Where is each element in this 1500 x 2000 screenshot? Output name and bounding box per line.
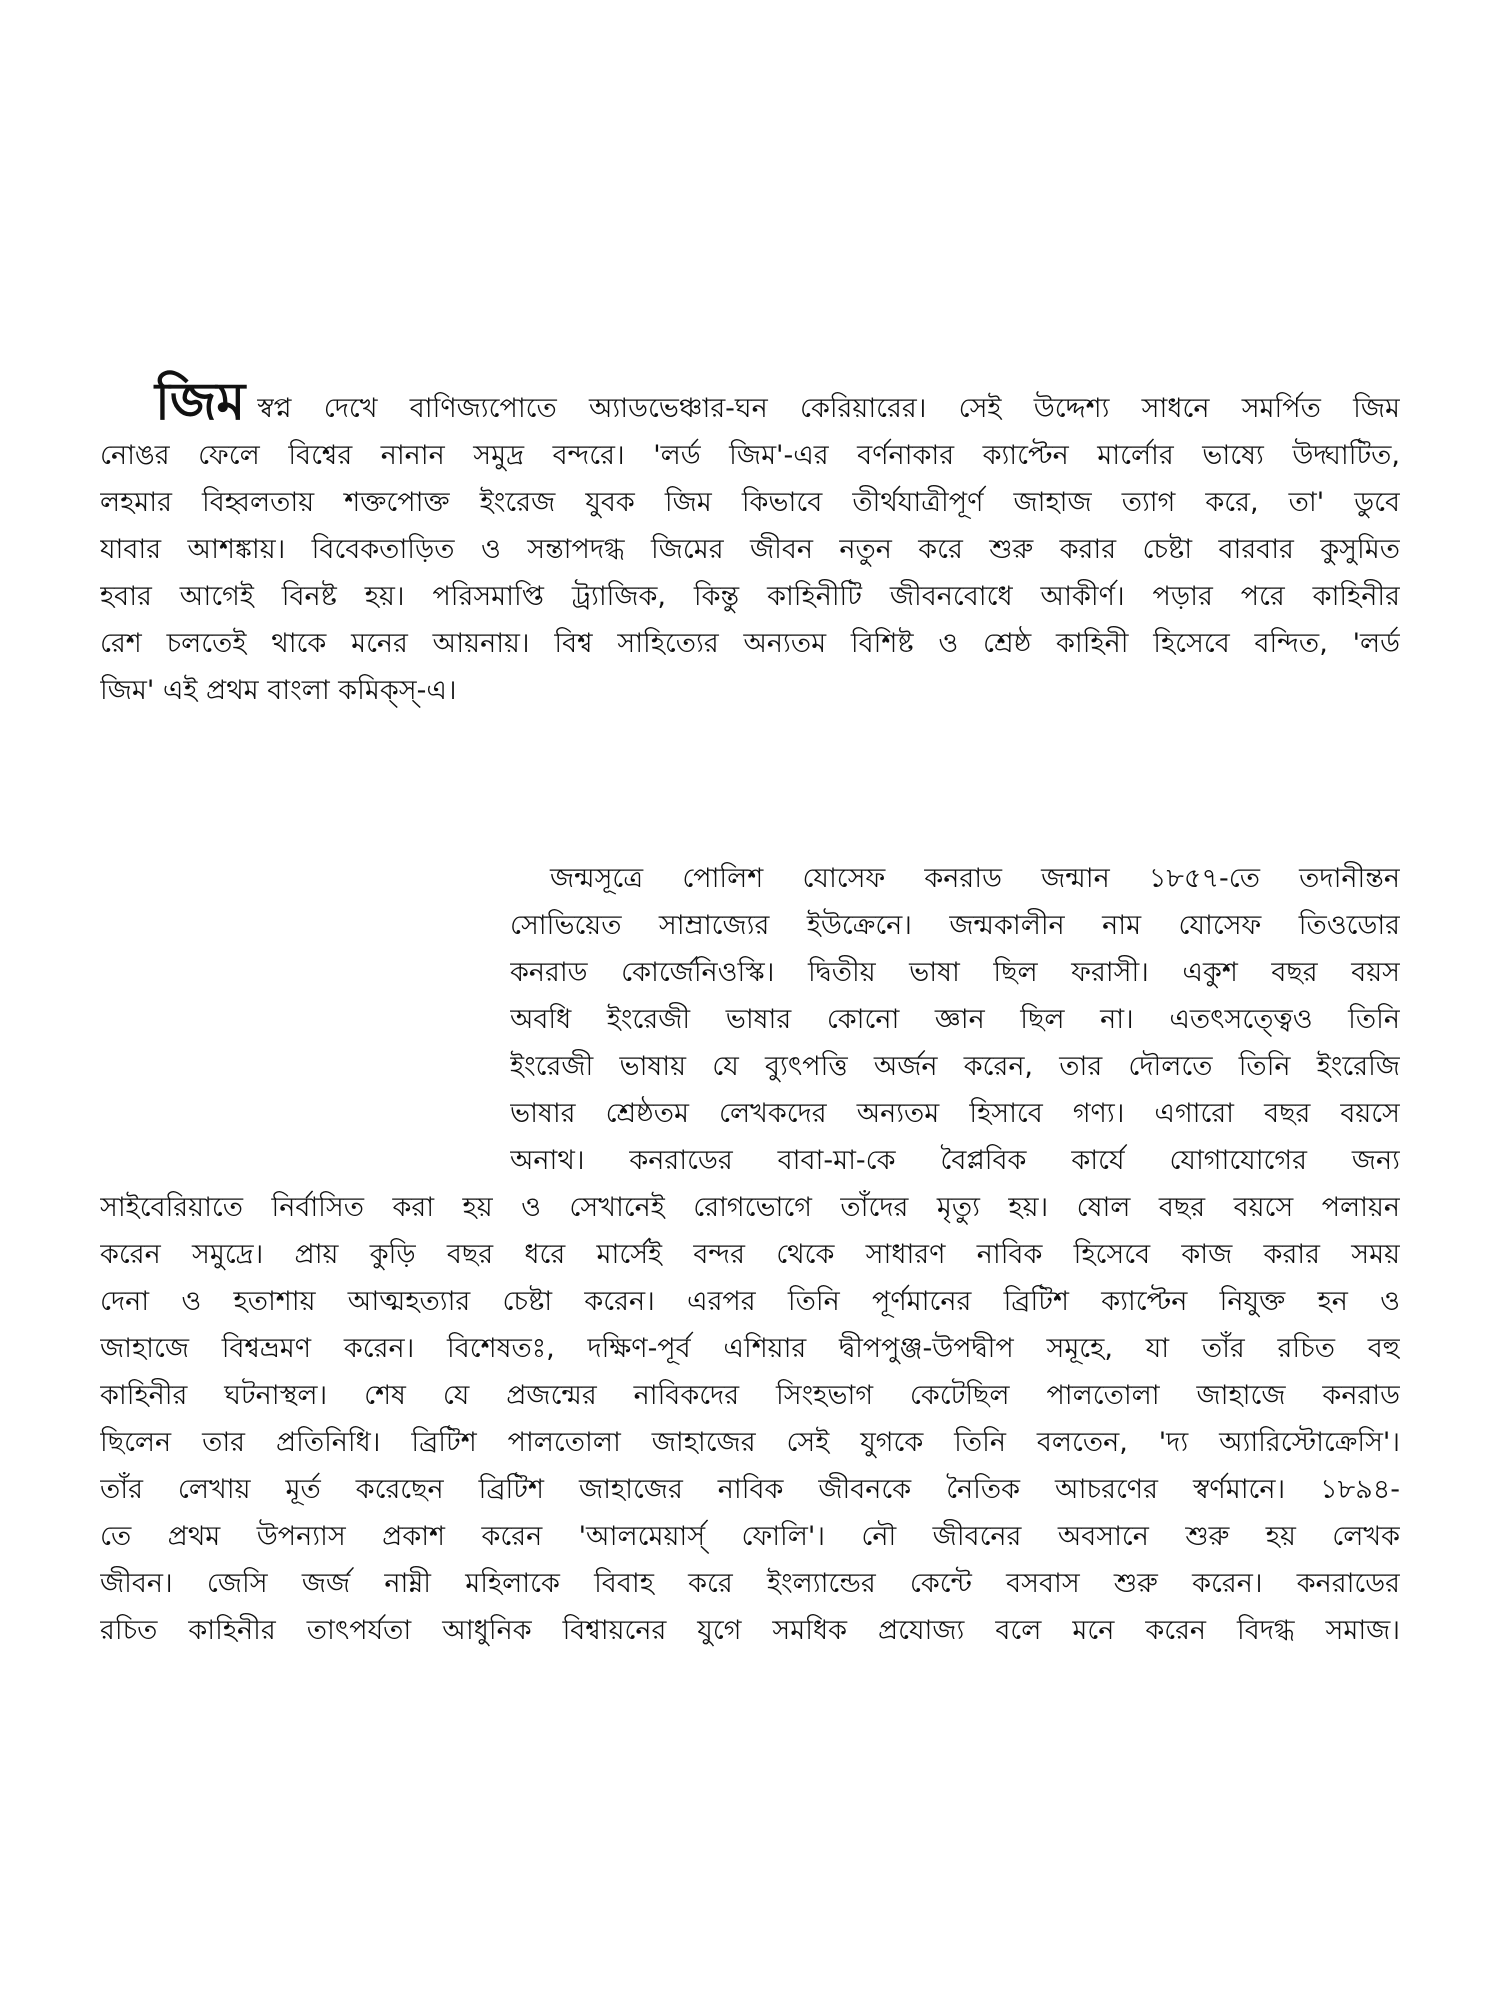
conrad-biography xyxy=(100,855,1400,1654)
bio-line: ছিলেন তার প্রতিনিধি। ব্রিটিশ পালতোলা জাহাজের সেই যুগকে তিনি বলতেন, 'দ্য অ্যারিস্টোক্রেসি'। xyxy=(100,1427,1400,1458)
bio-line: কনরাড কোর্জেনিওস্কি। দ্বিতীয় ভাষা ছিল ফরাসী। একুশ বছর বয়স xyxy=(510,957,1400,988)
bio-line: সোভিয়েত সাম্রাজ্যের ইউক্রেনে। জন্মকালীন নাম যোসেফ তিওডোর xyxy=(510,910,1400,941)
drop-word: জিম xyxy=(155,371,246,432)
blurb-line: রেশ চলতেই থাকে মনের আয়নায়। বিশ্ব সাহিত্যের অন্যতম বিশিষ্ট ও শ্রেষ্ঠ কাহিনী হিসেবে বন্দিত, 'লর্ড xyxy=(100,628,1400,659)
bio-line: জন্মসূত্রে পোলিশ যোসেফ কনরাড জন্মান ১৮৫৭-তে তদানীন্তন xyxy=(550,863,1400,894)
lord-jim-blurb xyxy=(100,370,1400,714)
bio-line: জাহাজে বিশ্বভ্রমণ করেন। বিশেষতঃ, দক্ষিণ-পূর্ব এশিয়ার দ্বীপপুঞ্জ-উপদ্বীপ সমূহে, যা তাঁর রচিত বহু xyxy=(100,1333,1400,1364)
bio-line: তাঁর লেখায় মূর্ত করেছেন ব্রিটিশ জাহাজের নাবিক জীবনকে নৈতিক আচরণের স্বর্ণমানে। ১৮৯৪- xyxy=(100,1474,1400,1505)
blurb-first-line xyxy=(100,370,1400,432)
blurb-line: যাবার আশঙ্কায়। বিবেকতাড়িত ও সন্তাপদগ্ধ জিমের জীবন নতুন করে শুরু করার চেষ্টা বারবার কুসুমিত xyxy=(100,534,1400,565)
blurb-line: লহমার বিহ্বলতায় শক্তপোক্ত ইংরেজ যুবক জিম কিভাবে তীর্থযাত্রীপূর্ণ জাহাজ ত্যাগ করে, তা' ডুবে xyxy=(100,487,1400,518)
bio-line: দেনা ও হতাশায় আত্মহত্যার চেষ্টা করেন। এরপর তিনি পূর্ণমানের ব্রিটিশ ক্যাপ্টেন নিযুক্ত হন ও xyxy=(100,1286,1400,1317)
bio-line: সাইবেরিয়াতে নির্বাসিত করা হয় ও সেখানেই রোগভোগে তাঁদের মৃত্যু হয়। ষোল বছর বয়সে পলায়ন xyxy=(100,1192,1400,1223)
blurb-line: হবার আগেই বিনষ্ট হয়। পরিসমাপ্তি ট্র্যাজিক, কিন্তু কাহিনীটি জীবনবোধে আকীর্ণ। পড়ার পরে কাহিনীর xyxy=(100,581,1400,612)
bio-line: কাহিনীর ঘটনাস্থল। শেষ যে প্রজন্মের নাবিকদের সিংহভাগ কেটেছিল পালতোলা জাহাজে কনরাড xyxy=(100,1380,1400,1411)
blurb-line: নোঙর ফেলে বিশ্বের নানান সমুদ্র বন্দরে। 'লর্ড জিম'-এর বর্ণনাকার ক্যাপ্টেন মার্লোর ভাষ্যে উদ্ঘাটিত, xyxy=(100,440,1400,471)
bio-line: অবধি ইংরেজী ভাষার কোনো জ্ঞান ছিল না। এতৎসত্ত্বেও তিনি xyxy=(510,1004,1400,1035)
bio-line: তে প্রথম উপন্যাস প্রকাশ করেন 'আলমেয়ার্স্ ফোলি'। নৌ জীবনের অবসানে শুরু হয় লেখক xyxy=(100,1521,1400,1552)
bio-line: ইংরেজী ভাষায় যে ব্যুৎপত্তি অর্জন করেন, তার দৌলতে তিনি ইংরেজি xyxy=(510,1051,1400,1082)
bio-line: রচিত কাহিনীর তাৎপর্যতা আধুনিক বিশ্বায়নের যুগে সমধিক প্রযোজ্য বলে মনে করেন বিদগ্ধ সমাজ। xyxy=(100,1615,1400,1646)
bio-line: জীবন। জেসি জর্জ নাম্নী মহিলাকে বিবাহ করে ইংল্যান্ডের কেন্টে বসবাস শুরু করেন। কনরাডের xyxy=(100,1568,1400,1599)
bio-line: অনাথ। কনরাডের বাবা-মা-কে বৈপ্লবিক কার্যে যোগাযোগের জন্য xyxy=(510,1145,1400,1176)
bio-line: করেন সমুদ্রে। প্রায় কুড়ি বছর ধরে মার্সেই বন্দর থেকে সাধারণ নাবিক হিসেবে কাজ করার সময় xyxy=(100,1239,1400,1270)
blurb-line: জিম' এই প্রথম বাংলা কমিক্স্-এ। xyxy=(100,675,457,706)
bio-line: ভাষার শ্রেষ্ঠতম লেখকদের অন্যতম হিসাবে গণ্য। এগারো বছর বয়সে xyxy=(510,1098,1400,1129)
blurb-line: স্বপ্ন দেখে বাণিজ্যপোতে অ্যাডভেঞ্চার-ঘন কেরিয়ারের। সেই উদ্দেশ্য সাধনে সমর্পিত জিম xyxy=(257,393,1400,424)
